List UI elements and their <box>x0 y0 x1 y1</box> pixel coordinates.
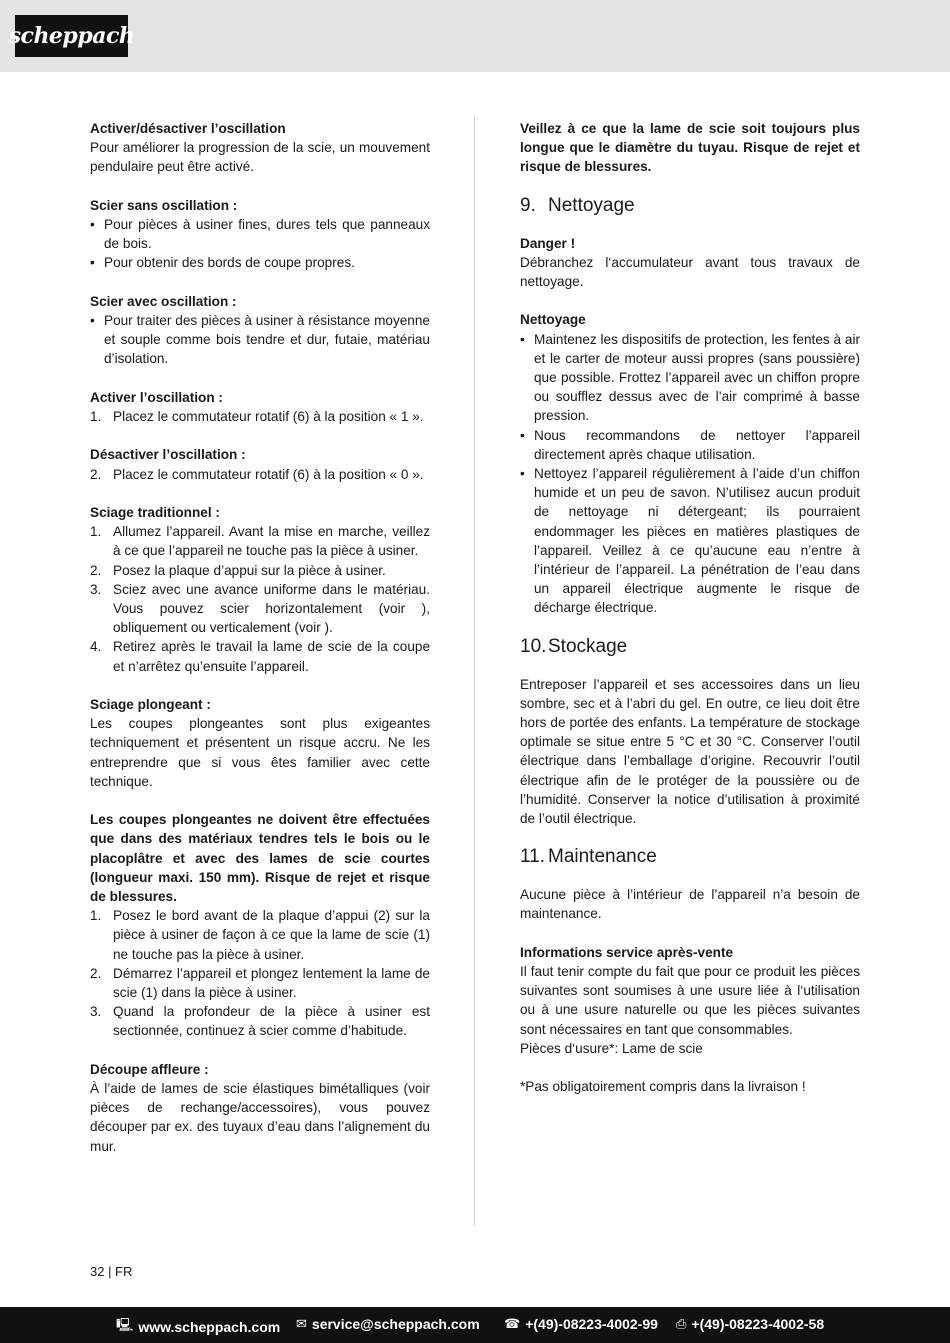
section-title-cleaning: 9. Nettoyage <box>520 194 635 216</box>
list-item: • Pour pièces à usiner fines, dures tels que panneaux de bois. <box>90 217 430 252</box>
list-item: 2. Placez le commutateur rotatif (6) à la position « 0 ». <box>90 466 424 482</box>
heading-flush-cut: Découpe affleure : <box>90 1061 209 1077</box>
page-header <box>0 0 950 72</box>
heading-service-info: Informations service après-vente <box>520 944 734 960</box>
blade-warning: Veillez à ce que la lame de scie soit toujours plus longue que le diamètre du tuyau. Risque de rejet et risque de blessures. <box>520 121 860 175</box>
list-item: 1. Placez le commutateur rotatif (6) à la position « 1 ». <box>90 409 424 424</box>
phone-icon: ☎ <box>504 1316 521 1331</box>
paragraph: Il faut tenir compte du fait que pour ce produit les pièces suivantes sont soumises à une usure liée à l‘utilisation ou à une usure naturelle ou que les pièces suivantes sont nécessaires en tant que consommables. <box>520 964 860 1037</box>
list-item: • Maintenez les dispositifs de protection, les fentes à air et le carter de moteur aussi propres (sans poussière) que possible. Frottez l’appareil avec un chiffon propre ou soufflez dessus avec de l’air comprimé à basse pression. <box>520 331 860 424</box>
danger-title: Danger ! <box>520 235 576 251</box>
paragraph: Débranchez l‘accumulateur avant tous travaux de nettoyage. <box>520 254 860 290</box>
mail-icon: ✉ <box>296 1316 307 1331</box>
bullet-list <box>520 330 860 618</box>
list-item: • Nettoyez l’appareil régulièrement à l’aide d’un chiffon humide et un peu de savon. N’utilisez aucun produit de nettoyage ni détergeant; ils pourraient endommager les pièces en matières plastiques de l’appareil. Veillez à ce qu’aucune eau n’entre à l’intérieur de l’appareil. La pénétration de l’eau dans un appareil électrique augmente le risque de décharge électrique. <box>520 466 860 616</box>
paragraph: Les coupes plongeantes sont plus exigeantes techniquement et présentent un risque accru. Ne les entreprendre que si vous êtes familier avec cette technique. <box>90 716 430 789</box>
page-number: 32 | FR <box>90 1264 133 1279</box>
heading-deactivate-oscillation: Désactiver l’oscillation : <box>90 447 246 463</box>
heading-activate-oscillation: Activer l’oscillation : <box>90 389 223 405</box>
numbered-list <box>90 407 430 426</box>
paragraph: Pour améliorer la progression de la scie, un mouvement pendulaire peut être activé. <box>90 140 430 175</box>
list-item: 1. Allumez l’appareil. Avant la mise en marche, veillez à ce que l’appareil ne touche pas la pièce à usiner. <box>90 524 430 559</box>
right-column <box>520 119 860 1096</box>
heading-plunge-sawing: Sciage plongeant : <box>90 697 211 712</box>
list-item: 2. Démarrez l’appareil et plongez lentement la lame de scie (1) dans la pièce à usiner. <box>90 965 430 1001</box>
heading-no-oscillation: Scier sans oscillation : <box>90 197 238 213</box>
column-divider <box>474 116 475 1226</box>
bullet-list <box>90 215 430 273</box>
list-item: • Pour traiter des pièces à usiner à résistance moyenne et souple comme bois tendre et dur, futaie, matériau d’isolation. <box>90 313 430 367</box>
footer-fax[interactable]: ⎙ +(49)-08223-4002-58 <box>676 1316 825 1332</box>
footer-phone[interactable]: ☎ +(49)-08223-4002-99 <box>504 1316 658 1332</box>
scheppach-logo: scheppach <box>15 15 128 57</box>
numbered-list <box>90 522 430 676</box>
computer-icon: 🖳 <box>116 1317 134 1332</box>
plunge-warning: Les coupes plongeantes ne doivent être effectuées que dans des matériaux tendres tels le bois ou le placoplâtre et avec des lames de scie courtes (longueur maxi. 150 mm). Risque de rejet et risque de blessures. <box>90 812 430 905</box>
footer-email[interactable]: ✉ service@scheppach.com <box>296 1316 480 1332</box>
heading-with-oscillation: Scier avec oscillation : <box>90 293 237 309</box>
list-item: 3. Quand la profondeur de la pièce à usiner est sectionnée, continuez à scier comme d’habitude. <box>90 1004 430 1039</box>
heading-oscillation-toggle: Activer/désactiver l’oscillation <box>90 121 286 136</box>
heading-cleaning: Nettoyage <box>520 312 586 328</box>
fax-icon: ⎙ <box>676 1316 687 1331</box>
list-item: • Pour obtenir des bords de coupe propres. <box>90 255 355 271</box>
list-item: 4. Retirez après le travail la lame de scie de la coupe et n’arrêtez qu’ensuite l’appareil. <box>90 639 430 674</box>
footnote: *Pas obligatoirement compris dans la livraison ! <box>520 1079 806 1095</box>
bullet-list <box>90 311 430 369</box>
paragraph: Entreposer l’appareil et ses accessoires dans un lieu sombre, sec et à l’abri du gel. En outre, ce lieu doit être hors de portée des enfants. La température de stockage optimale se situe entre 5 °C et 30 °C. Conserver l’outil électrique dans l’emballage d’origine. Recouvrir l’outil électrique afin de le protéger de la poussière ou de l’humidité. Conserver la notice d’utilisation à proximité de l’outil électrique. <box>520 676 860 827</box>
paragraph: Aucune pièce à l’intérieur de l’appareil n’a besoin de maintenance. <box>520 887 860 922</box>
numbered-list <box>90 906 430 1040</box>
numbered-list <box>90 465 430 484</box>
section-title-storage: 10. Stockage <box>520 635 628 657</box>
list-item: • Nous recommandons de nettoyer l’appareil directement après chaque utilisation. <box>520 427 860 462</box>
list-item: 3. Sciez avec une avance uniforme dans le matériau. Vous pouvez scier horizontalement (voir ), obliquement ou verticalement (voir ). <box>90 581 430 636</box>
left-column <box>90 119 430 1156</box>
paragraph: À l’aide de lames de scie élastiques bimétalliques (voir pièces de rechange/accessoires), vous pouvez découper par ex. des tuyaux d’eau dans l’alignement du mur. <box>90 1081 430 1154</box>
heading-traditional-sawing: Sciage traditionnel : <box>90 504 220 520</box>
footer-website[interactable]: 🖳 www.scheppach.com <box>116 1316 280 1338</box>
section-title-maintenance: 11. Maintenance <box>520 846 657 868</box>
list-item: 1. Posez le bord avant de la plaque d’appui (2) sur la pièce à usiner de façon à ce que la lame de scie (1) ne touche pas la pièce à usiner. <box>90 908 430 962</box>
list-item: 2. Posez la plaque d’appui sur la pièce à usiner. <box>90 562 386 578</box>
wear-parts: Pièces d‘usure*: Lame de scie <box>520 1040 703 1056</box>
page-footer <box>0 1307 950 1343</box>
